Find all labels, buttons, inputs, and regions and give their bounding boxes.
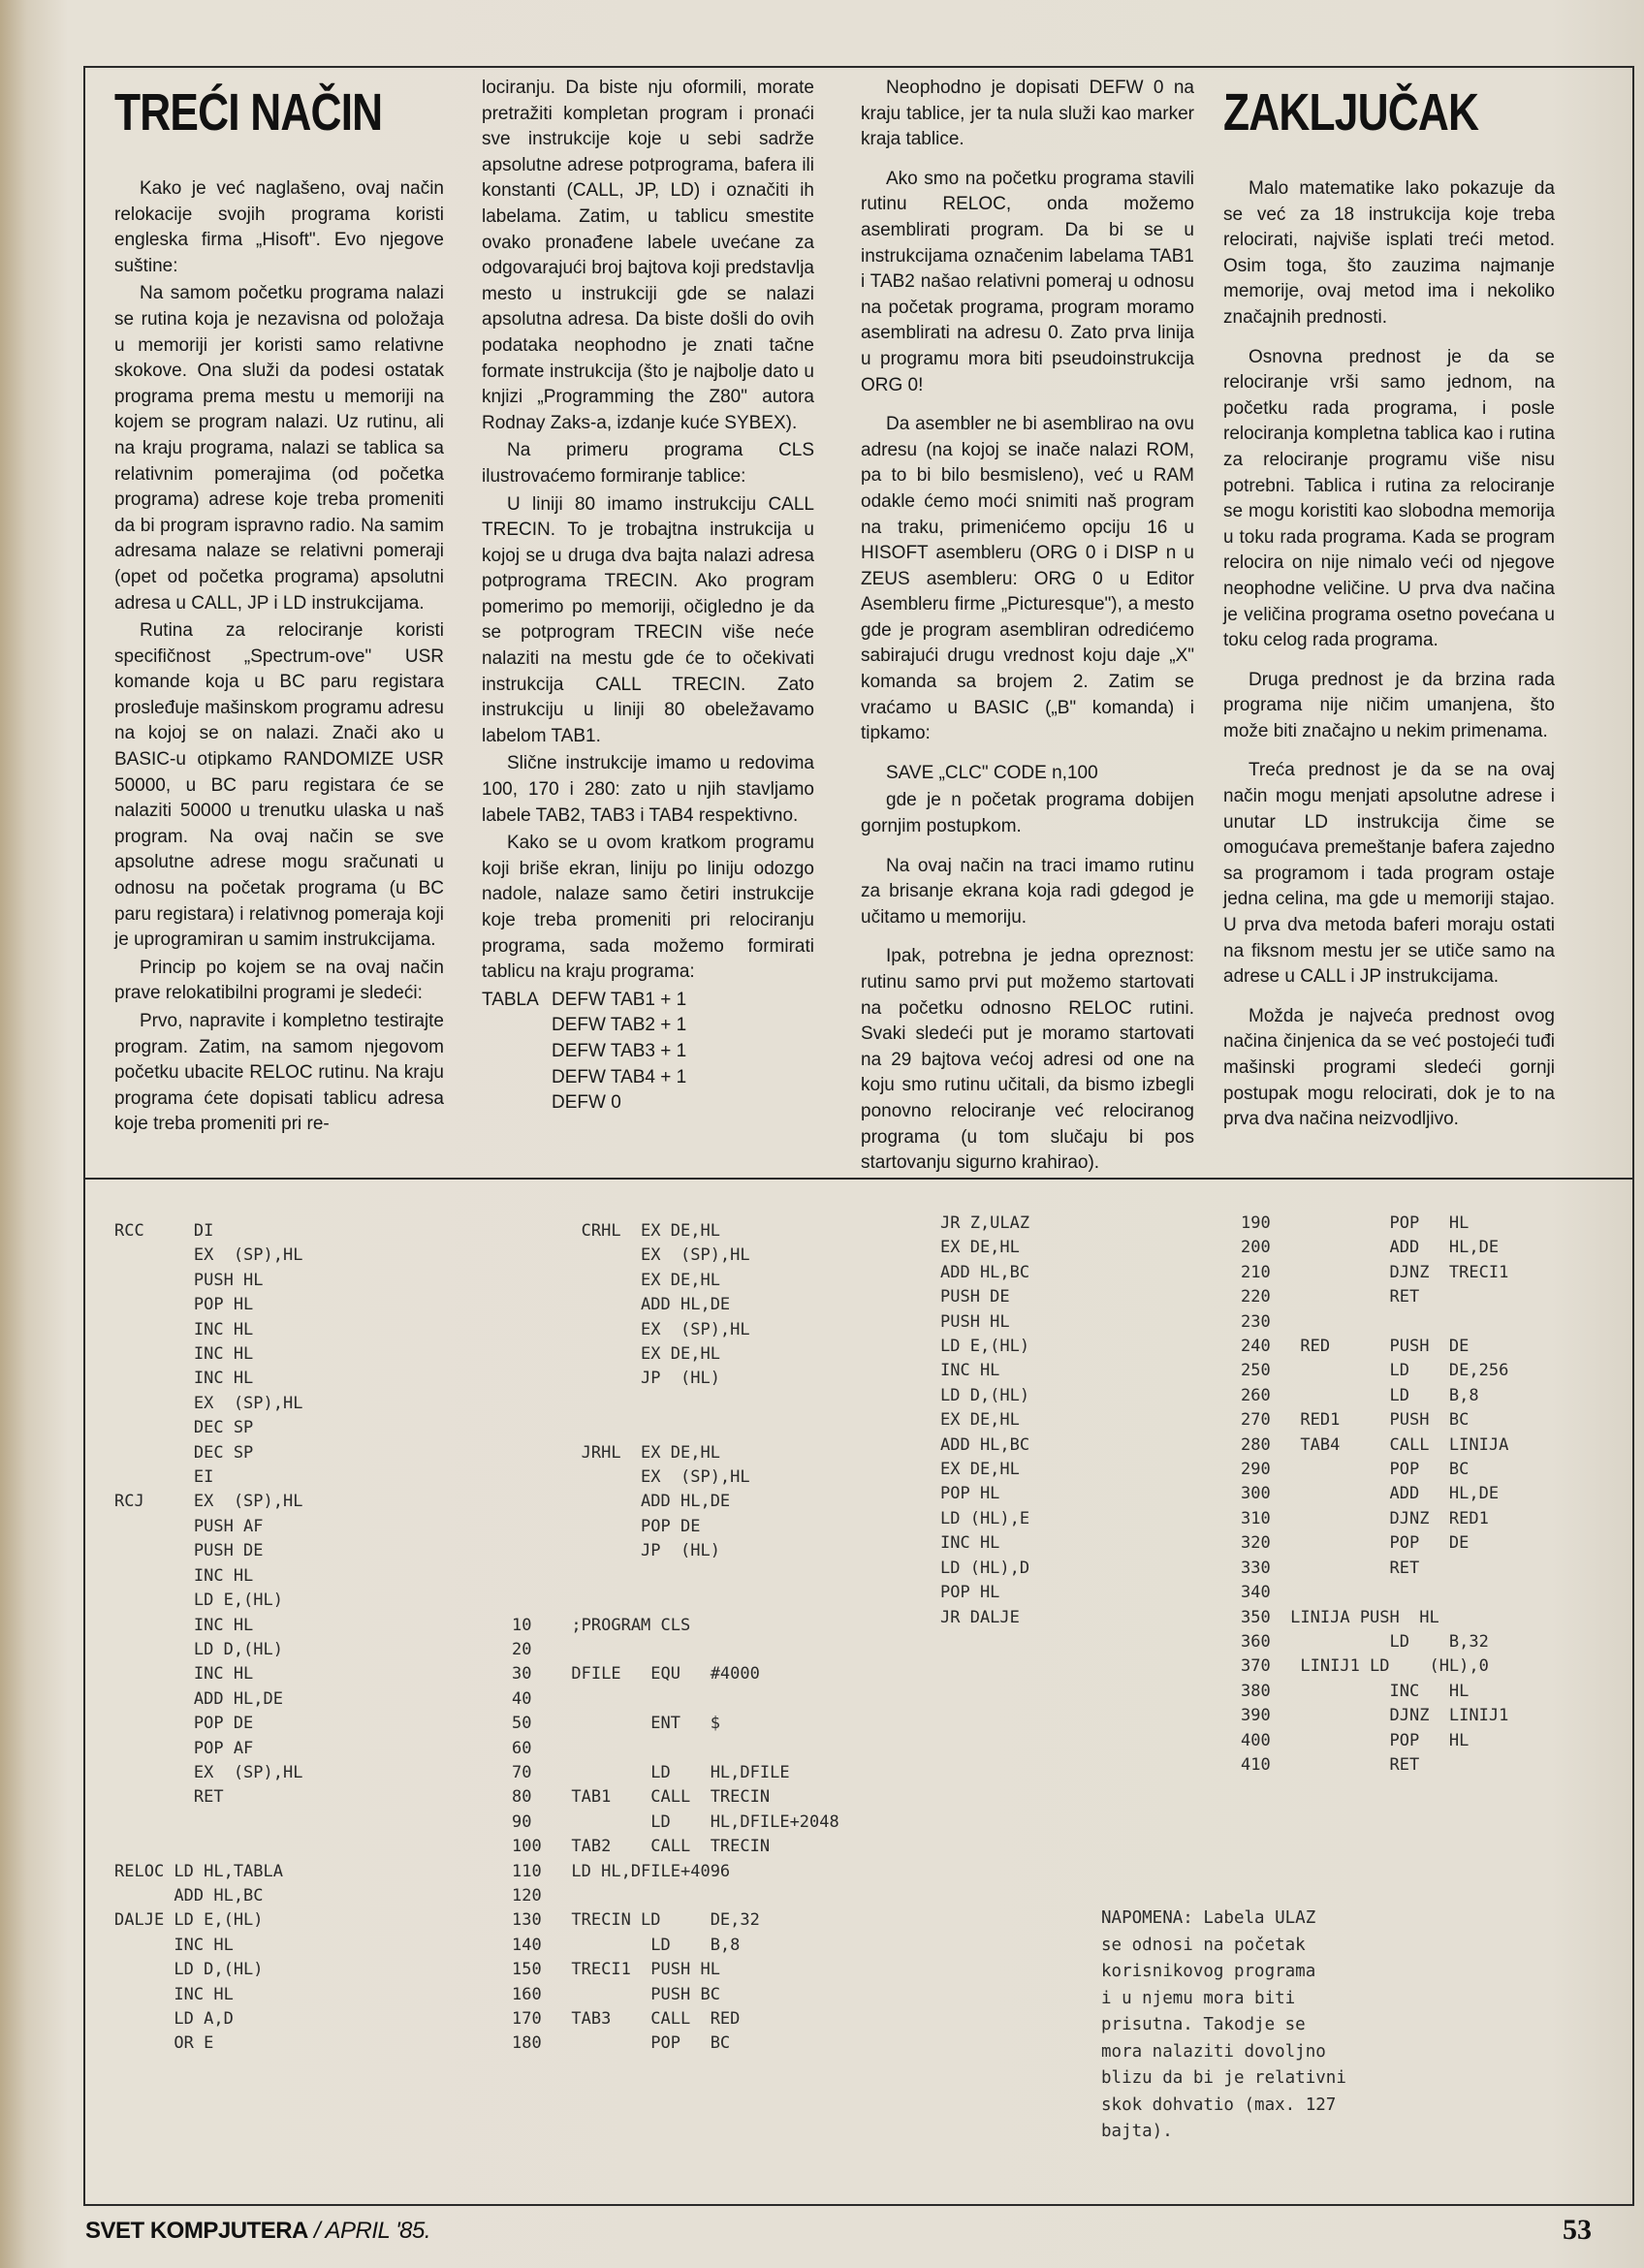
paragraph: Druga prednost je da brzina rada programa nije ničim umanjena, što može biti značajno u nekim primenama. bbox=[1223, 669, 1555, 741]
section-heading-treci-nacin: TREĆI NAČIN bbox=[114, 83, 383, 142]
paragraph: Da asembler ne bi asemblirao na ovu adresu (na kojoj se inače nalazi ROM, pa to bi bilo besmisleno), već u RAM odakle ćemo moći snimiti naš program na traku, primenićemo opciju 16 u HISOFT asembleru (ORG 0 i DISP n u ZEUS asembleru: ORG 0 u Editor Asembleru firme „Picturesque"), a mesto gde je program asembliran odredićemo sabirajući drugu vrednost koju daje „X" komanda sa brojem 2. Zatim se vraćamo u BASIC („B" komanda) i tipkamo: bbox=[861, 414, 1194, 744]
paragraph: Na primeru programa CLS ilustrovaćemo formiranje tablice: bbox=[482, 440, 814, 487]
paragraph: Neophodno je dopisati DEFW 0 na kraju tablice, jer ta nula služi kao marker kraja tablice. bbox=[861, 78, 1194, 150]
paragraph: Možda je najveća prednost ovog načina činjenica da se već postojeći tuđi mašinski programi sledeći gornji postupak mogu relocirati, dok je to na prva dva načina neizvodljivo. bbox=[1223, 1005, 1555, 1130]
article-column-4 bbox=[1223, 76, 1555, 1135]
paragraph: U liniji 80 imamo instrukciju CALL TRECIN. To je trobajtna instrukcija u kojoj se u druga dva bajta nalazi adresa potprograma TRECIN. Ako program pomerimo po memoriji, očigledno je da se potprogram TRECIN više neće nalaziti na mestu gde će to očekivati instrukcija CALL TRECIN. Zato instrukciju u liniji 80 obeležavamo labelom TAB1. bbox=[482, 493, 814, 746]
defw-row: DEFW TAB4 + 1 bbox=[552, 1066, 687, 1087]
assembly-listing-reloc: RCC DI EX (SP),HL PUSH HL POP HL INC HL INC HL INC HL EX (SP),HL DEC SP DEC SP EI RCJ EX (SP),HL PUSH AF PUSH DE INC HL LD E,(HL) INC HL LD D,(HL) INC HL ADD HL,DE POP DE POP AF EX (SP),HL RET RELOC LD HL,TABLA ADD HL,BC DALJE LD E,(HL) INC HL LD D,(HL) INC HL LD A,D OR E bbox=[114, 1221, 303, 2054]
section-heading-zakljucak: ZAKLJUČAK bbox=[1223, 83, 1479, 142]
listing-note: NAPOMENA: Labela ULAZ se odnosi na početak korisnikovog programa i u njemu mora biti prisutna. Takodje se mora nalaziti dovoljno blizu da bi je relativni skok dohvatio (max. 127 bajta). bbox=[1101, 1908, 1346, 2141]
defw-row: DEFW TAB3 + 1 bbox=[552, 1040, 687, 1061]
paragraph: Na samom početku programa nalazi se rutina koja je nezavisna od položaja u memoriji jer koristi samo relativne skokove. Ona služi da podesi ostatak programa prema mestu u memoriji na kojem se program nalazi. Uz rutinu, ali na kraju programa, nalazi se tablica sa relativnim pomerajima (od početka programa) adrese koje treba promeniti da bi program ispravno radio. Na samim adresama nalaze se relativni pomeraji (opet od početka programa) apsolutni adresa u CALL, JP i LD instrukcijama. bbox=[114, 283, 444, 614]
paragraph: Malo matematike lako pokazuje da se već za 18 instrukcija koje treba relocirati, najviše isplati treći metod. Osim toga, što zauzima najmanje memorije, ovaj metod ima i nekoliko značajnih prednosti. bbox=[1223, 178, 1555, 328]
article-column-1 bbox=[114, 76, 444, 1140]
paragraph: Ako smo na početku programa stavili rutinu RELOC, onda možemo asemblirati program. Da bi se u instrukcijama označenim labelama TAB1 i TAB2 našao relativni pomeraj u odnosu na početak programa, program moramo asemblirati na adresu 0. Zato prva linija u programu mora biti pseudoinstrukcija ORG 0! bbox=[861, 168, 1194, 395]
table-label: TABLA bbox=[482, 989, 539, 1010]
issue-date: APRIL '85. bbox=[325, 2218, 431, 2244]
issue-separator: / bbox=[307, 2218, 326, 2244]
article-column-2 bbox=[482, 76, 814, 1117]
assembly-listing-cls: CRHL EX DE,HL EX (SP),HL EX DE,HL ADD HL,DE EX (SP),HL EX DE,HL JP (HL) JRHL EX DE,HL EX (SP),HL ADD HL,DE POP DE JP (HL) 10 ;PROGRAM CLS 20 30 DFILE EQU #4000 40 50 ENT $ 60 70 LD HL,DFILE 80 TAB1 CALL TRECIN 90 LD HL,DFILE+2048 100 TAB2 CALL TRECIN 110 LD HL,DFILE+4096 120 130 TRECIN LD DE,32 140 LD B,8 150 TRECI1 PUSH HL 160 PUSH BC 170 TAB3 CALL RED 180 POP BC bbox=[512, 1221, 839, 2054]
paragraph: Treća prednost je da se na ovaj način mogu menjati apsolutne adrese i unutar LD instrukcija čime se omogućava premeštanje bafera zajedno sa programom i tada program ostaje jedna celina, ma gde u memoriji stajao. U prva dva metoda baferi moraju ostati na fiksnom mestu jer se utiče samo na adrese u CALL i JP instrukcijama. bbox=[1223, 760, 1555, 988]
paragraph: Ipak, potrebna je jedna opreznost: rutinu samo prvi put možemo startovati na početku odnosno RELOC rutini. Svaki sledeći put je moramo startovati na 29 bajtova većoj adresi od one na koju smo rutinu učitali, da bismo izbegli ponovno relociranje već relociranog programa (u tom slučaju bi pos startovanju sigurno krahirao). bbox=[861, 946, 1194, 1174]
magazine-name: SVET KOMPJUTERA bbox=[85, 2218, 308, 2244]
defw-table bbox=[482, 988, 814, 1117]
paragraph: Princip po kojem se na ovaj način prave relokatibilni programi je sledeći: bbox=[114, 957, 444, 1004]
assembly-listing-cls-cont: 190 POP HL 200 ADD HL,DE 210 DJNZ TRECI1 220 RET 230 240 RED PUSH DE 250 LD DE,256 260 LD B,8 270 RED1 PUSH BC 280 TAB4 CALL LINIJA 290 POP BC 300 ADD HL,DE 310 DJNZ RED1 320 POP DE 330 RET 340 350 LINIJA PUSH HL 360 LD B,32 370 LINIJ1 LD (HL),0 380 INC HL 390 DJNZ LINIJ1 400 POP HL 410 RET bbox=[1241, 1213, 1509, 1775]
paragraph: lociranju. Da biste nju oformili, morate pretražiti kompletan program i pronaći sve instrukcije koje u sebi sadrže apsolutne adrese potprograma, bafera ili konstanti (CALL, JP, LD) i označiti ih labelama. Zatim, u tablicu smestite ovako pronađene labele uvećane za odgovarajući broj bajtova koji predstavlja mesto u instrukciji gde se nalazi apsolutna adresa. Da biste došli do ovih podataka neophodno je znati tačne formate instrukcija (što je najbolje dato u knjizi „Programming the Z80" autora Rodnay Zaks-a, izdanje kuće SYBEX). bbox=[482, 78, 814, 433]
paragraph: Rutina za relociranje koristi specifičnost „Spectrum-ove" USR komande koja u BC paru registara prosleđuje mašinskom programu adresu na kojoj se on nalazi. Znači ako u BASIC-u otipkamo RANDOMIZE USR 50000, u BC paru registara će se nalaziti 50000 u trenutku ulaska u naš program. Na ovaj način se sve apsolutne adrese mogu sračunati u odnosu na početak programa (u BC paru registara) i relativnog pomeraja koji je uprogramiran u samim instrukcijama. bbox=[114, 620, 444, 951]
paragraph: Osnovna prednost je da se relociranje vrši samo jednom, na početku rada programa, i posle relociranja kompletna tablica kao i rutina za relociranje programu više nisu potrebni. Tablica i rutina za relociranje se mogu koristiti kao slobodna memorija u toku rada programa. Kada se program relocira on nije nimalo veći od njegove neophodne veličine. U prva dva načina je veličina programa osetno povećana u toku celog rada programa. bbox=[1223, 346, 1555, 651]
paragraph: gde je n početak programa dobijen gornjim postupkom. bbox=[861, 790, 1194, 837]
page-number: 53 bbox=[1563, 2214, 1592, 2246]
assembly-listing-reloc-cont: JR Z,ULAZ EX DE,HL ADD HL,BC PUSH DE PUSH HL LD E,(HL) INC HL LD D,(HL) EX DE,HL ADD HL,BC EX DE,HL POP HL LD (HL),E INC HL LD (HL),D POP HL JR DALJE bbox=[940, 1213, 1030, 1627]
paragraph: Slične instrukcije imamo u redovima 100, 170 i 280: zato u njih stavljamo labele TAB2, TAB3 i TAB4 respektivno. bbox=[482, 753, 814, 826]
footer-magazine bbox=[85, 2218, 430, 2245]
paragraph: Kako se u ovom kratkom programu koji briše ekran, liniju po liniju odozgo nadole, nalaze samo četiri instrukcije koje treba promeniti pri relociranju programa, sada možemo formirati tablicu na kraju programa: bbox=[482, 833, 814, 983]
defw-row: DEFW TAB2 + 1 bbox=[552, 1015, 687, 1036]
save-command: SAVE „CLC" CODE n,100 bbox=[886, 762, 1098, 783]
paragraph: Na ovaj način na traci imamo rutinu za brisanje ekrana koja radi gdegod je učitamo u memoriju. bbox=[861, 855, 1194, 928]
paragraph: Kako je već naglašeno, ovaj način relokacije svojih programa koristi engleska firma „Hisoft". Evo njegove suštine: bbox=[114, 178, 444, 276]
article-column-3 bbox=[861, 76, 1194, 1179]
defw-row: DEFW 0 bbox=[552, 1092, 621, 1114]
paragraph: Prvo, napravite i kompletno testirajte program. Zatim, na samom njegovom početku ubacite RELOC rutinu. Na kraju programa ćete dopisati tablicu adresa koje treba promeniti pri re- bbox=[114, 1011, 444, 1135]
defw-row: DEFW TAB1 + 1 bbox=[552, 989, 687, 1010]
